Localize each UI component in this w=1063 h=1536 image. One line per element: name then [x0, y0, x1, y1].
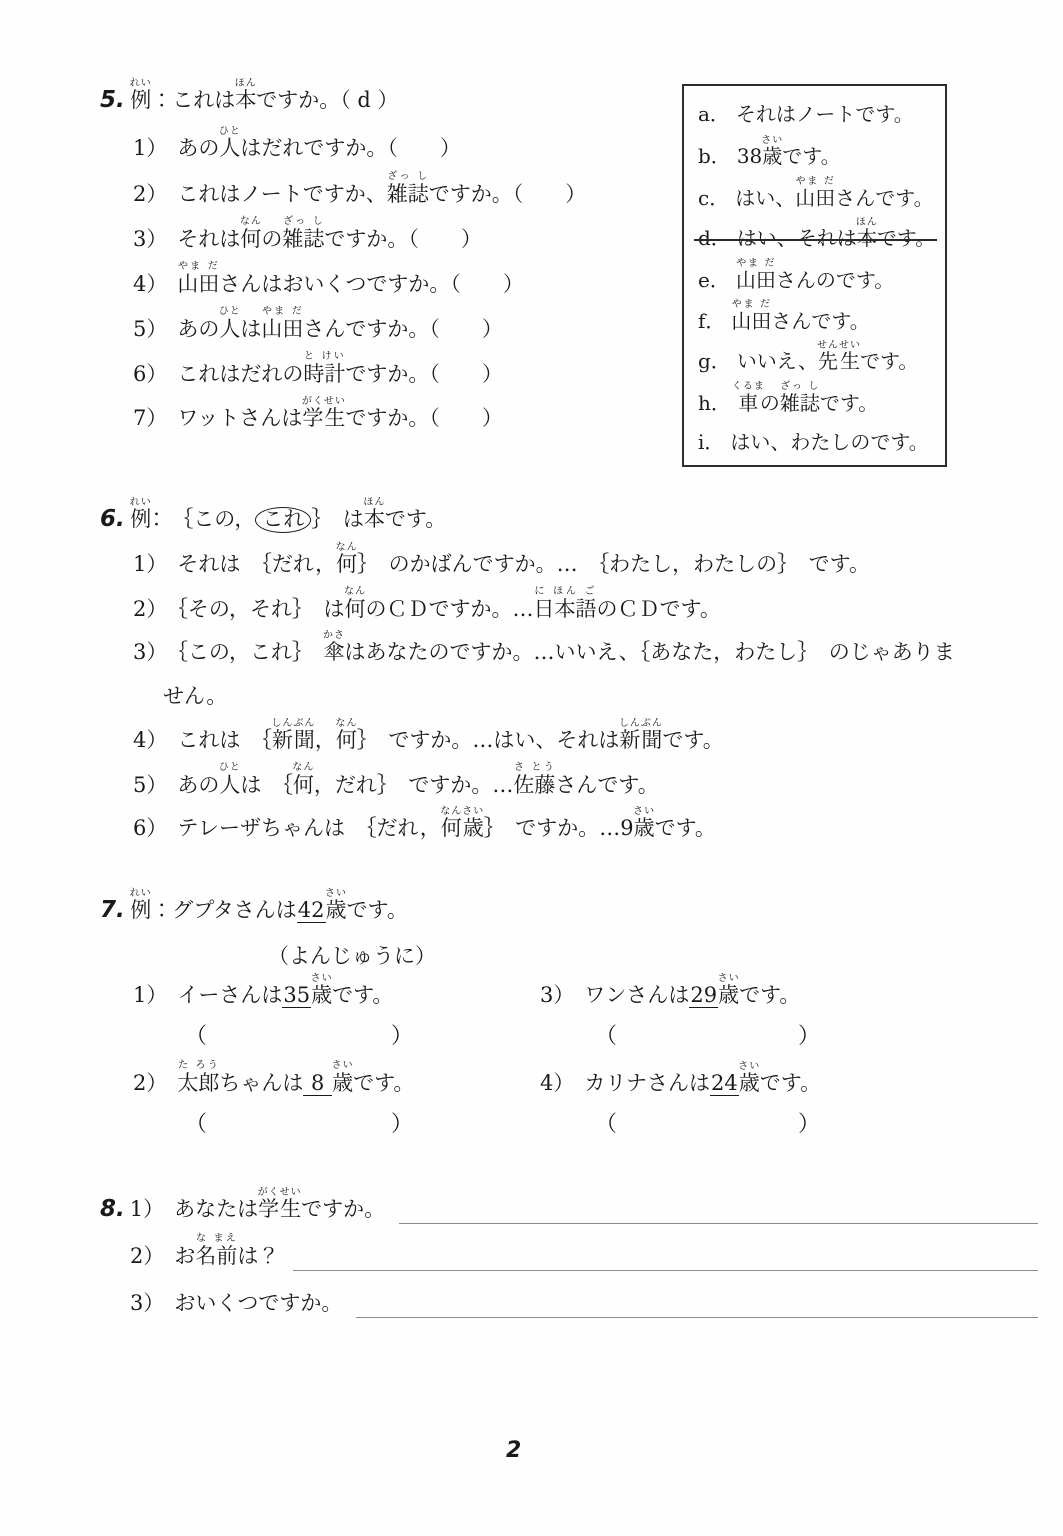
item-number: 1） [133, 552, 168, 576]
item-text: それは ｛だれ，何なん｝ のかばんですか。… ｛わたし，わたしの｝ です。 [177, 542, 870, 576]
item-text: テレーザちゃんは ｛だれ，何歳なんさい｝ ですか。…9歳さいです。 [177, 806, 716, 840]
open-paren: （ [595, 1112, 618, 1137]
item-number: 3） [540, 983, 575, 1007]
item-number: 1） [129, 1197, 165, 1221]
question-item [133, 542, 1030, 586]
item-text: これはだれの時計と けいですか。（ ） [177, 351, 503, 386]
section-6-example [100, 496, 1030, 542]
question-item [133, 126, 680, 171]
example-text: 例れい： ｛この， これ ｝ は本ほんです。 [130, 507, 447, 531]
answer-label: e． [698, 268, 730, 292]
item-text: それは何なんの雑誌ざっ しですか。（ ） [177, 216, 482, 251]
answer-blank[interactable] [399, 1222, 1038, 1224]
answer-text: はい、山田やま ださんです。 [735, 176, 934, 210]
answer-option [698, 217, 941, 258]
answer-label: a． [698, 102, 730, 126]
answer-label: c． [698, 186, 730, 210]
section-7-left-column [133, 972, 473, 1148]
item-number: 2） [133, 1071, 168, 1095]
item-text: ワットさんは学生がくせいですか。（ ） [177, 396, 503, 430]
answer-text: 車くるまの雑誌ざっ しです。 [731, 381, 879, 415]
section-5 [100, 74, 680, 441]
open-paren: （ [595, 1024, 618, 1049]
answer-label: b． [698, 144, 731, 168]
question-item [130, 1280, 1040, 1327]
item-number: 2） [133, 182, 168, 206]
item-number: 5） [133, 773, 168, 797]
item-text: ｛この，これ｝ 傘かさはあなたのですか。…いいえ、｛あなた，わたし｝ のじゃありま [177, 630, 955, 664]
question-item [130, 1233, 1040, 1280]
example-text: 例れい：これは本ほんですか。（ d ） [129, 78, 399, 112]
item-number: 2） [130, 1244, 165, 1268]
item-number: 3） [133, 640, 168, 664]
question-item [540, 1060, 880, 1106]
question-item [133, 586, 1030, 630]
section-8-number: 8. [100, 1196, 125, 1222]
answer-option [698, 340, 941, 381]
item-text: イーさんは35歳さいです。 [177, 973, 394, 1007]
item-text: 太郎た ろうちゃんは 8 歳さいです。 [177, 1060, 415, 1095]
question-item [133, 261, 680, 306]
answer-label: h． [698, 391, 731, 415]
answer-blank[interactable] [595, 1018, 820, 1060]
question-item [133, 396, 680, 441]
question-item [133, 630, 1030, 674]
item-text: カリナさんは24歳さいです。 [584, 1061, 822, 1095]
item-number: 4） [133, 272, 168, 296]
section-8 [100, 1186, 1040, 1327]
item-text: あの人ひとは ｛何なん，だれ｝ ですか。…佐藤さ とうさんです。 [177, 762, 659, 797]
item-number: 2） [133, 597, 168, 621]
question-item [133, 171, 680, 216]
item-number: 4） [133, 728, 168, 752]
open-paren: （ [185, 1024, 208, 1049]
item-number: 4） [540, 1071, 575, 1095]
item-number: 1） [133, 136, 168, 160]
item-text: おいくつですか。 [174, 1291, 343, 1315]
question-item [100, 1186, 1040, 1233]
close-paren: ） [797, 1024, 820, 1049]
answer-option [698, 176, 941, 217]
section-6-number: 6. [100, 506, 125, 532]
item-text: あなたは学生がくせいですか。 [174, 1187, 386, 1221]
item-number: 5） [133, 317, 168, 341]
example-reading: （よんじゅうに） [268, 944, 436, 968]
question-item [133, 718, 1030, 762]
item-text: あの人ひとはだれですか。（ ） [177, 126, 461, 160]
item-text: 山田やま ださんはおいくつですか。（ ） [177, 261, 524, 296]
item-number: 6） [133, 362, 168, 386]
question-item [133, 806, 1030, 850]
item-number: 3） [133, 227, 168, 251]
question-item [133, 1060, 473, 1106]
answer-text: 38歳さいです。 [736, 135, 841, 168]
close-paren: ） [390, 1112, 413, 1137]
question-item [133, 351, 680, 396]
answer-label: g． [698, 349, 731, 373]
answer-option [698, 258, 941, 299]
question-item-continuation [163, 674, 1030, 718]
item-number: 6） [133, 816, 168, 840]
answer-option [698, 299, 941, 340]
question-item [133, 972, 473, 1018]
answer-option [698, 381, 941, 422]
answer-option [698, 94, 941, 135]
section-7-right-column [540, 972, 880, 1148]
answer-option [698, 135, 941, 176]
item-number: 1） [133, 983, 168, 1007]
close-paren: ） [390, 1024, 413, 1049]
answer-blank[interactable] [185, 1018, 413, 1060]
section-5-number: 5. [100, 87, 125, 113]
answer-text: 山田やま ださんです。 [731, 299, 870, 333]
open-paren: （ [185, 1112, 208, 1137]
answer-label: i． [698, 430, 725, 454]
answer-text: それはノートです。 [735, 102, 914, 126]
answer-option [698, 422, 941, 463]
question-item [133, 306, 680, 351]
item-number: 7） [133, 406, 168, 430]
section-5-example [100, 74, 680, 126]
close-paren: ） [797, 1112, 820, 1137]
item-number: 3） [130, 1291, 165, 1315]
example-text: 例れい：グプタさんは42歳さいです。 [129, 888, 408, 922]
section-7 [100, 884, 1030, 1184]
item-text: せん。 [163, 684, 228, 708]
question-item [133, 762, 1030, 806]
section-6 [100, 496, 1030, 850]
answer-text: いいえ、先生せんせいです。 [736, 340, 919, 373]
answer-label: d． [698, 226, 731, 250]
item-text: ｛その，それ｝ は何なんのＣＤですか。…日本語に ほん ごのＣＤです。 [177, 586, 721, 621]
answer-text: はい、わたしのです。 [730, 430, 929, 454]
answer-blank[interactable] [293, 1269, 1038, 1271]
answer-label: f． [698, 309, 726, 333]
answer-text: 山田やま ださんのです。 [735, 258, 895, 292]
answer-blank[interactable] [185, 1106, 413, 1148]
section-7-number: 7. [100, 897, 125, 923]
section-7-example [100, 884, 1030, 936]
answer-blank[interactable] [356, 1316, 1038, 1318]
answer-text: はい、それは本ほんです。 [736, 217, 936, 250]
question-item [540, 972, 880, 1018]
item-text: これはノートですか、雑誌ざっ しですか。（ ） [177, 171, 587, 206]
answer-choice-box [682, 84, 947, 467]
question-item [133, 216, 680, 261]
page-number: 2 [506, 1438, 522, 1463]
answer-blank[interactable] [595, 1106, 820, 1148]
item-text: ワンさんは29歳さいです。 [584, 973, 801, 1007]
item-text: これは ｛新聞しんぶん，何なん｝ ですか。…はい、それは新聞しんぶんです。 [177, 718, 724, 752]
item-text: あの人ひとは山田やま ださんですか。（ ） [177, 306, 503, 341]
item-text: お名前な まえは？ [174, 1233, 280, 1268]
section-5-questions [133, 126, 680, 441]
